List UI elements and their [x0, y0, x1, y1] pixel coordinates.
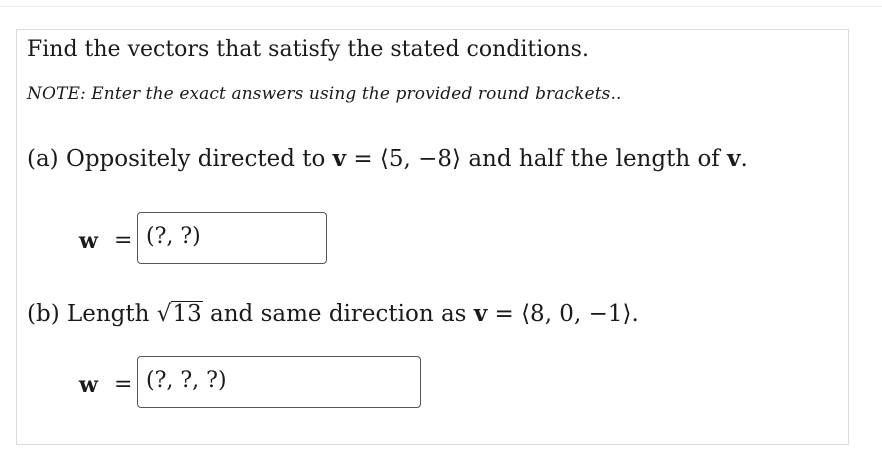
part-a-label: (a) Oppositely directed to [27, 146, 326, 172]
part-a-period: . [740, 146, 748, 172]
top-divider [0, 6, 882, 7]
part-b-vector-value: = ⟨8, 0, −1⟩. [487, 301, 639, 327]
part-b-text-mid: and same direction as [202, 301, 474, 327]
part-b-statement [27, 298, 639, 330]
question-intro: Find the vectors that satisfy the stated conditions. [27, 37, 589, 62]
part-b-label: (b) Length [27, 301, 150, 327]
answer-b-equals: = [114, 372, 133, 397]
answer-a-input[interactable]: (?, ?) [137, 212, 327, 264]
answer-a-equals: = [114, 228, 133, 253]
vector-v-symbol: v [332, 145, 347, 172]
vector-v-symbol-end: v [727, 145, 741, 172]
sqrt-expression [157, 298, 203, 330]
sqrt-radicand: 13 [172, 301, 202, 327]
sqrt-radical-icon: √ [156, 301, 172, 327]
question-card [16, 29, 849, 445]
vector-v-symbol-b: v [473, 300, 488, 327]
part-b-answer-row [79, 368, 227, 400]
answer-b-input[interactable]: (?, ?, ?) [137, 356, 421, 408]
part-a-vector-value: = ⟨5, −8⟩ and half the length of [346, 146, 728, 172]
answer-a-w-label: w [79, 228, 98, 254]
part-a-statement [27, 143, 748, 175]
part-a-answer-row [79, 224, 201, 256]
answer-b-w-label: w [79, 372, 98, 398]
question-note: NOTE: Enter the exact answers using the provided round brackets.. [27, 84, 622, 104]
